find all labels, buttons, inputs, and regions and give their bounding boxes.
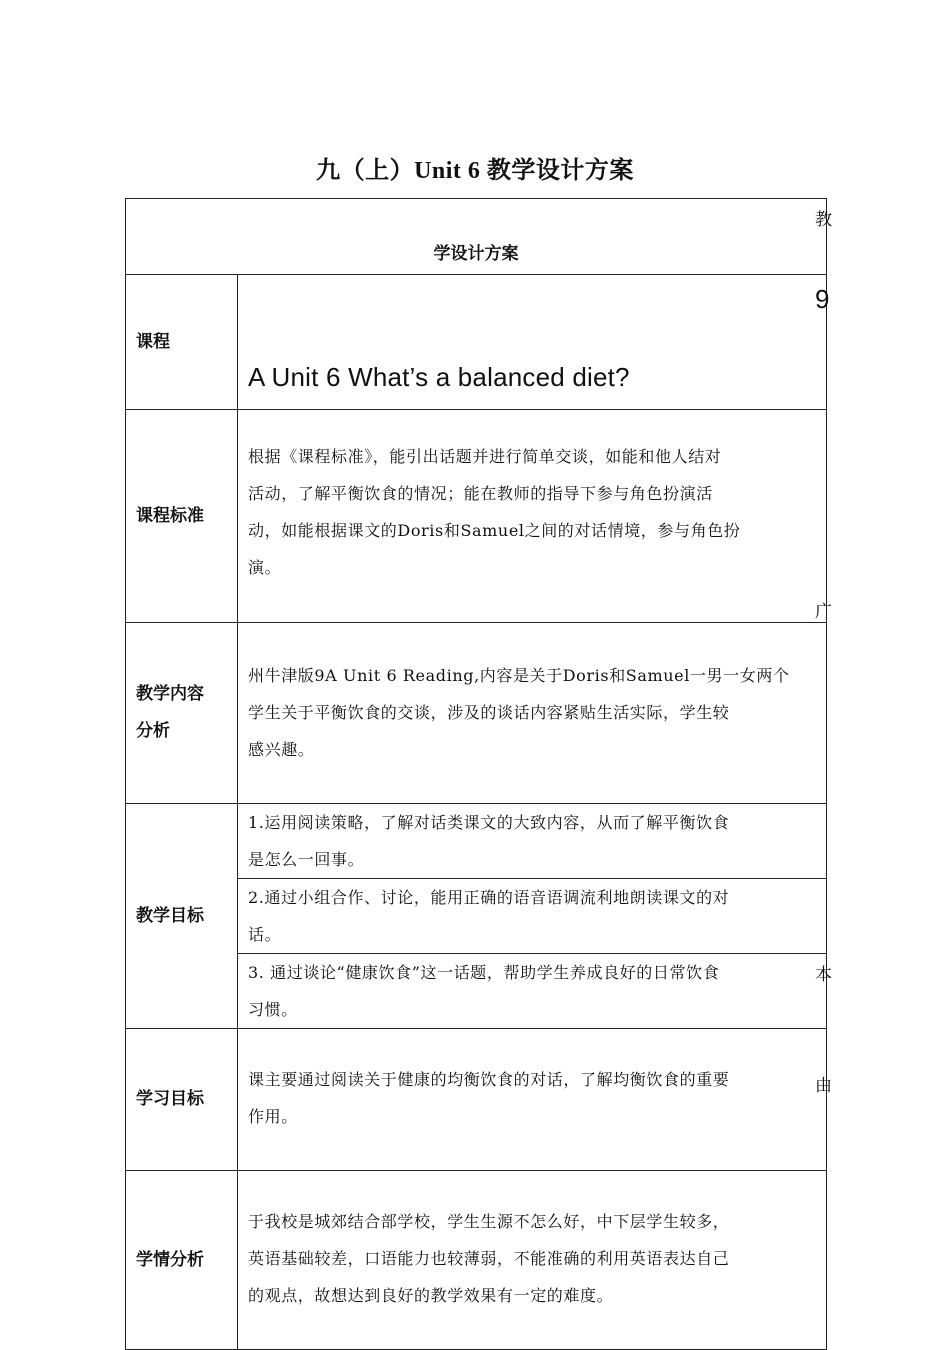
text-line: 3. 通过谈论“健康饮食”这一话题，帮助学生养成良好的日常饮食 [248,963,720,982]
table-header-text: 学设计方案 [433,244,519,264]
course-value: A Unit 6 What’s a balanced diet? [248,362,630,392]
text-line: 是怎么一回事。 [248,850,365,869]
content-analysis-label [126,623,238,804]
margin-char: 本 [815,965,832,985]
text-line: 学生关于平衡饮食的交谈，涉及的谈话内容紧贴生活实际，学生较 [248,703,730,722]
text-line: 动，如能根据课文的Doris和Samuel之间的对话情境，参与角色扮 [248,521,741,540]
standard-content [238,410,827,623]
text-line: 感兴趣。 [248,740,315,759]
learning-goals-row [126,1029,827,1171]
header-row [126,199,827,275]
text-line: 根据《课程标准》，能引出话题并进行简单交谈，如能和他人结对 [248,447,722,466]
text-line: 的观点，故想达到良好的教学效果有一定的难度。 [248,1286,614,1305]
objective-row [126,804,827,879]
text-line: 习惯。 [248,1000,298,1019]
content-analysis-content [238,623,827,804]
content-analysis-row [126,623,827,804]
label-line: 教学内容 [136,684,204,704]
learner-analysis-row [126,1171,827,1350]
learner-analysis-content [238,1171,827,1350]
learning-goals-content [238,1029,827,1171]
text-line: 英语基础较差，口语能力也较薄弱，不能准确的利用英语表达自己 [248,1249,730,1268]
margin-char: 教 [815,210,832,230]
learning-goals-label: 学习目标 [126,1029,238,1171]
course-label: 课程 [126,275,238,410]
teaching-plan-table [125,198,830,1350]
text-line: 活动，了解平衡饮食的情况；能在教师的指导下参与角色扮演活 [248,484,713,503]
margin-char: 广 [815,602,832,622]
document-title: 九（上）Unit 6 教学设计方案 [316,158,634,184]
text-line: 演。 [248,558,282,577]
margin-number: 9 [815,284,830,314]
text-line: 1.运用阅读策略，了解对话类课文的大致内容，从而了解平衡饮食 [248,813,730,832]
objective-item [238,879,827,954]
text-line: 话。 [248,925,282,944]
label-line: 分析 [136,721,170,741]
text-line: 2.通过小组合作、讨论，能用正确的语音语调流利地朗读课文的对 [248,888,730,907]
objective-item [238,954,827,1029]
course-row [126,275,827,410]
standard-label: 课程标准 [126,410,238,623]
learner-analysis-label: 学情分析 [126,1171,238,1350]
text-line: 课主要通过阅读关于健康的均衡饮食的对话，了解均衡饮食的重要 [248,1070,730,1089]
text-line: 于我校是城郊结合部学校，学生生源不怎么好，中下层学生较多， [248,1212,730,1231]
objective-item [238,804,827,879]
standard-row [126,410,827,623]
text-line: 州牛津版9A Unit 6 Reading,内容是关于Doris和Samuel一男一女两个 [248,666,790,685]
objectives-label: 教学目标 [126,804,238,1029]
text-line: 作用。 [248,1107,298,1126]
course-value-cell [238,275,830,410]
header-cell [126,199,827,275]
margin-char: 由 [815,1076,832,1096]
